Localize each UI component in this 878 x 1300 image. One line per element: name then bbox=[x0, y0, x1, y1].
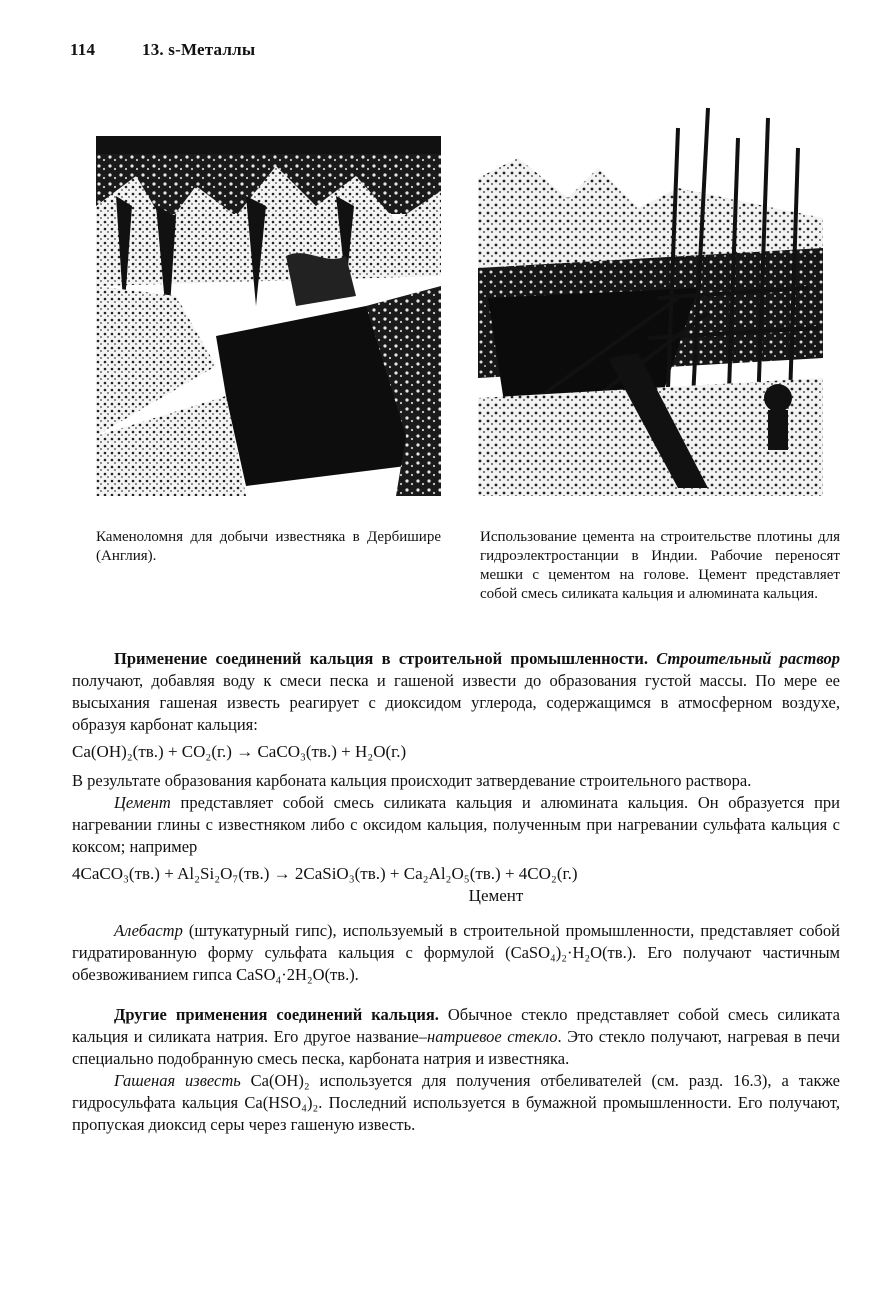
section-construction bbox=[72, 648, 840, 1136]
paragraph-mortar bbox=[72, 648, 840, 736]
section-heading: Применение соединений кальция в строительной промышленности. bbox=[114, 649, 648, 668]
equation-label-cement: Цемент bbox=[468, 886, 524, 905]
equation-carbonation: Ca(OH)₂(тв.) + CO₂(г.) → CaCO₃(тв.) + H₂O(г.) bbox=[72, 742, 407, 761]
section-heading: Другие применения соединений кальция. bbox=[114, 1005, 439, 1024]
term-mortar: Строительный раствор bbox=[656, 649, 840, 668]
term-soda-glass: натриевое стекло bbox=[427, 1027, 558, 1046]
paragraph-text: представляет собой смесь силиката кальция и алюмината кальция. Он образуется при нагревании глины с известняком либо с оксидом кальция, полученным при нагревании сульфата кальция с коксом; например bbox=[72, 793, 840, 856]
paragraph-hardening: В результате образования карбоната кальция происходит затвердевание строительного раствора. bbox=[72, 771, 752, 790]
figure-caption-right: Использование цемента на строительстве плотины для гидроэлектростанции в Индии. Рабочие переносят мешки с цементом на голове. Цемент представляет собой смесь силиката кальция и алюмината кальция. bbox=[480, 529, 840, 602]
paragraph-cement bbox=[72, 792, 840, 858]
paragraph-text: (штукатурный гипс), используемый в строительной промышленности, представляет собой гидратированную форму сульфата кальция с формулой (CaSO₄)₂·H₂O(тв.). Его получают частичным обезвоживанием гипса CaSO₄·2H₂O(тв.). bbox=[72, 921, 840, 984]
figure-caption-left: Каменоломня для добычи известняка в Дербишире (Англия). bbox=[96, 529, 441, 564]
quarry-photo bbox=[96, 136, 441, 496]
paragraph-text: . Это стекло получают, нагревая в печи специально подобранную смесь песка, карбоната натрия и известняка. bbox=[72, 1027, 841, 1068]
term-cement: Цемент bbox=[114, 793, 171, 812]
paragraph-slaked-lime bbox=[72, 1070, 840, 1136]
chapter-title: 13. s-Металлы bbox=[142, 40, 256, 59]
paragraph-glass bbox=[72, 1004, 840, 1070]
dam-construction-photo bbox=[478, 98, 823, 496]
term-slaked-lime: Гашеная известь bbox=[114, 1071, 241, 1090]
paragraph-text: получают, добавляя воду к смеси песка и гашеной извести до образования густой массы. По мере ее высыхания гашеная известь реагирует с диоксидом углерода, содержащимся в атмосферном воздухе, образуя карбонат кальция: bbox=[72, 671, 840, 734]
page-number: 114 bbox=[70, 40, 96, 59]
paragraph-alabaster bbox=[72, 920, 840, 986]
paragraph-text: Обычное стекло представляет собой смесь силиката кальция и силиката натрия. Его другое название– bbox=[72, 1005, 840, 1046]
term-alabaster: Алебастр bbox=[114, 921, 183, 940]
equation-cement: 4CaCO₃(тв.) + Al₂Si₂O₇(тв.) → 2CaSiO₃(тв.) + Ca₂Al₂O₅(тв.) + 4CO₂(г.) bbox=[72, 864, 578, 883]
running-header bbox=[70, 40, 255, 60]
paragraph-text: Ca(OH)₂ используется для получения отбеливателей (см. разд. 16.3), а также гидросульфата кальция Ca(HSO₄)₂. Последний используется в бумажной промышленности. Его получают, пропуская диоксид серы через гашеную известь. bbox=[72, 1071, 840, 1134]
